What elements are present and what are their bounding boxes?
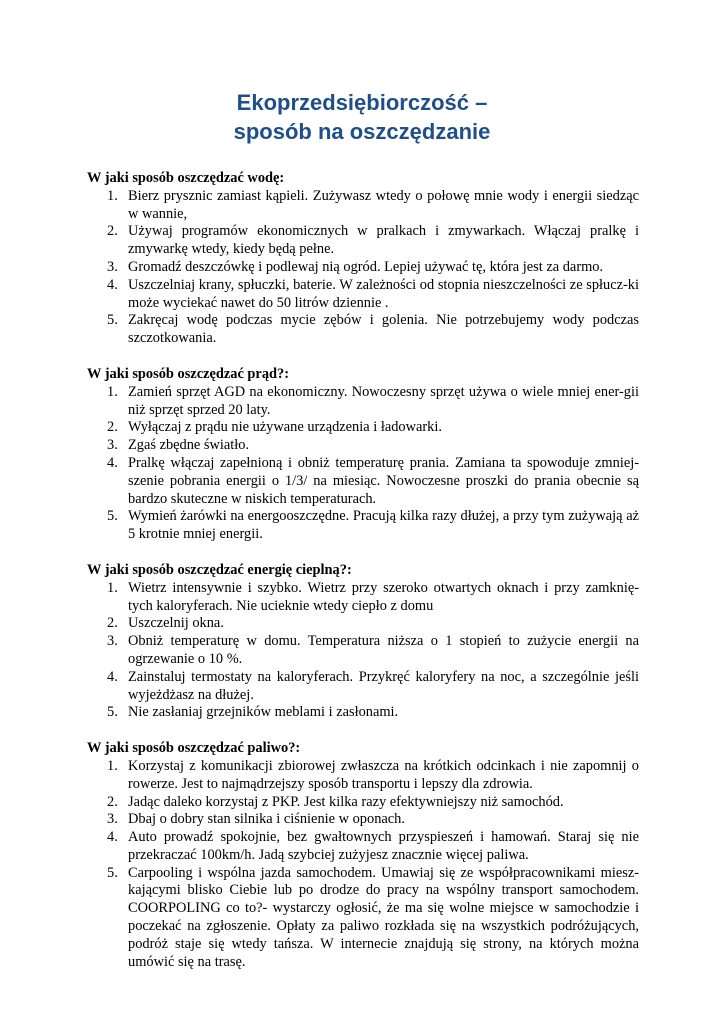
list-item-text: Carpooling i wspólna jazda samochodem. Umawiaj się ze współpracownikami miesz-kającymi blisko Ciebie lub po drodze do pracy na wspólny transport samochodem. COORPOLING co to?- wystarczy ogłosić, że ma się wolne miejsce w samochodzie i poczekać na zgłoszenie. Opłaty za paliwo rozkłada się na wszystkich podróżujących, podróż staje się wtedy tańsza. W internecie znajdują się strony, na których można umówić się na trasę. — [128, 864, 639, 970]
numbered-list — [87, 758, 639, 972]
section — [87, 740, 639, 971]
list-item-text: Jadąc daleko korzystaj z PKP. Jest kilka razy efektywniejszy niż samochód. — [128, 793, 564, 810]
section-heading: W jaki sposób oszczędzać prąd?: — [87, 365, 290, 382]
list-item-text: Zgaś zbędne światło. — [128, 437, 250, 454]
list-item-number: 3. — [107, 258, 118, 275]
list-item-text: Obniż temperaturę w domu. Temperatura niższa o 1 stopień to zużycie energii na ogrzewanie o 10 %. — [128, 633, 639, 667]
list-item-number: 2. — [107, 419, 118, 436]
list-item — [87, 615, 639, 633]
list-item — [87, 794, 639, 812]
list-item — [87, 455, 639, 508]
list-item-text: Bierz prysznic zamiast kąpieli. Zużywasz wtedy o połowę mnie wody i energii siedząc w wannie, — [128, 187, 639, 222]
list-item — [87, 437, 639, 455]
list-item — [87, 312, 639, 348]
list-item-number: 3. — [107, 633, 118, 650]
list-item-number: 1. — [107, 579, 118, 596]
list-item — [87, 508, 639, 544]
list-item-text: Auto prowadź spokojnie, bez gwałtownych przyspieszeń i hamowań. Staraj się nie przekraczać 100km/h. Jadą szybciej zużyjesz znacznie więcej paliwa. — [128, 829, 639, 863]
document-body — [87, 170, 639, 971]
list-item-number: 2. — [107, 223, 118, 240]
list-item-text: Używaj programów ekonomicznych w pralkach i zmywarkach. Włączaj pralkę i zmywarkę wtedy, kiedy będą pełne. — [128, 223, 639, 258]
list-item-text: Dbaj o dobry stan silnika i ciśnienie w oponach. — [128, 811, 405, 828]
list-item — [87, 829, 639, 865]
section-heading: W jaki sposób oszczędzać energię cieplną?: — [87, 561, 352, 578]
list-item — [87, 811, 639, 829]
list-item-number: 5. — [107, 864, 118, 881]
section-heading: W jaki sposób oszczędzać wodę: — [87, 170, 285, 186]
list-item-number: 5. — [107, 704, 118, 721]
list-item-number: 1. — [107, 757, 118, 774]
numbered-list — [87, 384, 639, 544]
list-item — [87, 223, 639, 259]
list-item-text: Zamień sprzęt AGD na ekonomiczny. Nowoczesny sprzęt używa o wiele mniej ener-gii niż sprzęt sprzed 20 laty. — [128, 383, 639, 418]
list-item-number: 3. — [107, 811, 118, 828]
list-item — [87, 669, 639, 705]
numbered-list — [87, 580, 639, 722]
numbered-list — [87, 188, 639, 348]
section-heading: W jaki sposób oszczędzać paliwo?: — [87, 740, 301, 757]
list-item-text: Nie zasłaniaj grzejników meblami i zasłonami. — [128, 704, 399, 721]
list-item — [87, 633, 639, 669]
list-item — [87, 384, 639, 420]
list-item-number: 2. — [107, 793, 118, 810]
list-item-number: 4. — [107, 276, 118, 293]
list-item-number: 1. — [107, 383, 118, 400]
list-item — [87, 259, 639, 277]
list-item — [87, 704, 639, 722]
section — [87, 562, 639, 722]
list-item-number: 5. — [107, 312, 118, 329]
list-item-text: Uszczelniaj krany, spłuczki, baterie. W zależności od stopnia nieszczelności ze spłucz-ki może wyciekać nawet do 50 litrów dziennie . — [128, 276, 639, 311]
document-title-line-1: Ekoprzedsiębiorczość – — [236, 90, 488, 115]
list-item — [87, 758, 639, 794]
list-item — [87, 865, 639, 972]
section — [87, 366, 639, 544]
list-item-text: Zainstaluj termostaty na kaloryferach. Przykręć kaloryfery na noc, a szczególnie jeśli wyjeżdżasz na dłużej. — [128, 668, 639, 703]
list-item-number: 1. — [107, 187, 118, 204]
list-item — [87, 188, 639, 224]
list-item-text: Wietrz intensywnie i szybko. Wietrz przy szeroko otwartych oknach i przy zamknię-tych kaloryferach. Nie ucieknie wtedy ciepło z domu — [128, 579, 639, 614]
list-item — [87, 419, 639, 437]
list-item-number: 5. — [107, 508, 118, 525]
list-item-text: Zakręcaj wodę podczas mycie zębów i golenia. Nie potrzebujemy wody podczas szczotkowania. — [128, 312, 639, 347]
section — [87, 170, 639, 348]
list-item-number: 4. — [107, 454, 118, 471]
list-item-text: Gromadź deszczówkę i podlewaj nią ogród. Lepiej używać tę, która jest za darmo. — [128, 258, 604, 275]
list-item-number: 4. — [107, 668, 118, 685]
list-item-number: 4. — [107, 829, 118, 846]
list-item-number: 3. — [107, 437, 118, 454]
list-item-text: Uszczelnij okna. — [128, 615, 224, 632]
list-item — [87, 580, 639, 616]
document-title-line-2: sposób na oszczędzanie — [233, 119, 491, 144]
list-item-number: 2. — [107, 615, 118, 632]
list-item-text: Korzystaj z komunikacji zbiorowej zwłaszcza na krótkich odcinkach i nie zapomnij o rowerze. Jest to najmądrzejszy sposób transportu i lepszy dla zdrowia. — [128, 757, 639, 792]
list-item-text: Pralkę włączaj zapełnioną i obniż temperaturę prania. Zamiana ta spowoduje zmniej-szenie pobrania energii o 1/3/ na miesiąc. Nowoczesne proszki do prania obecnie są bardzo skuteczne w niskich temperaturach. — [128, 454, 639, 507]
list-item-text: Wyłączaj z prądu nie używane urządzenia i ładowarki. — [128, 419, 442, 436]
list-item-text: Wymień żarówki na energooszczędne. Pracują kilka razy dłużej, a przy tym zużywają aż 5 krotnie mniej energii. — [128, 508, 639, 543]
list-item — [87, 277, 639, 313]
